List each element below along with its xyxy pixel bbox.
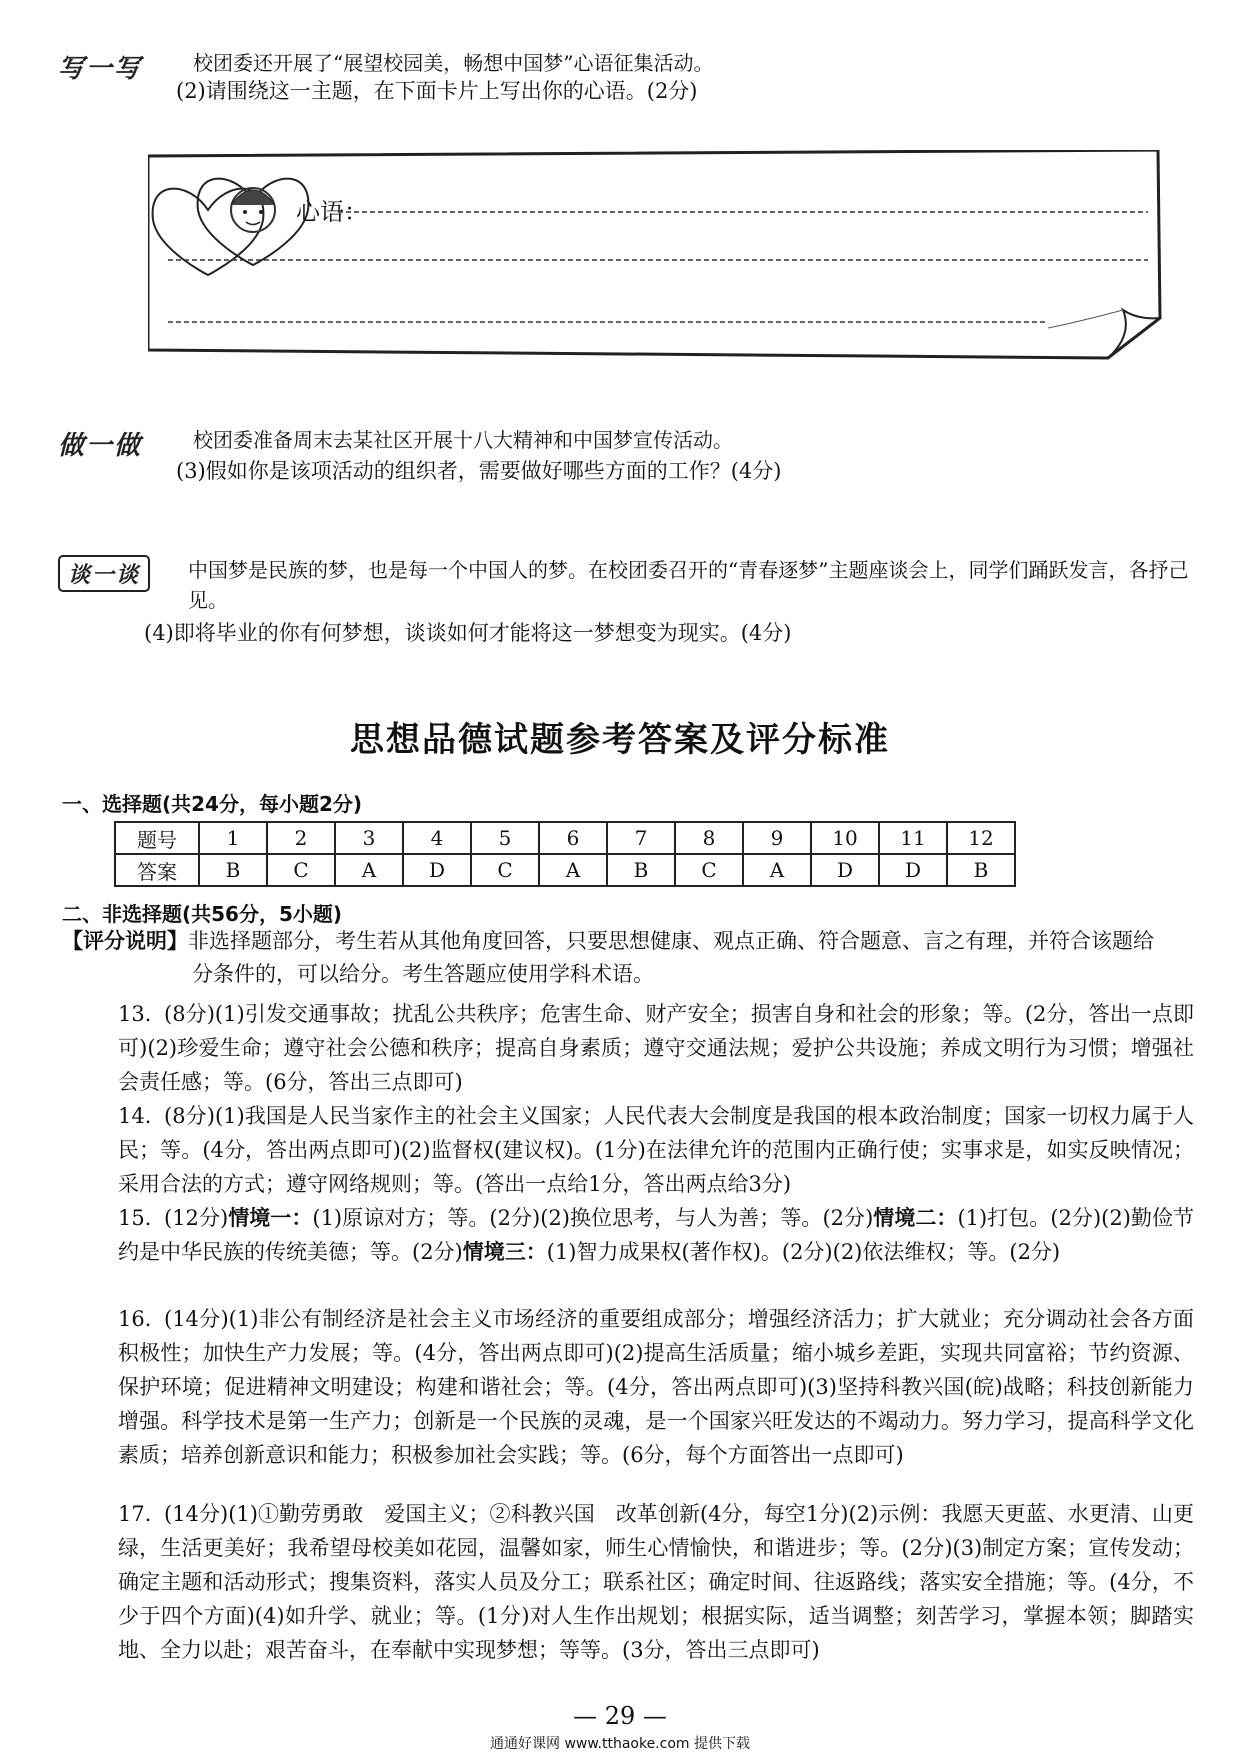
do-badge: 做一做 xyxy=(58,431,143,461)
write-question: (2)请围绕这一主题，在下面卡片上写出你的心语。(2分) xyxy=(176,79,698,103)
table-cell: 6 xyxy=(539,822,607,854)
table-row xyxy=(115,854,1015,886)
scenario-1-label: 情境一： xyxy=(228,1206,313,1230)
footer-text: 通通好课网 www.tthaoke.com 提供下载 xyxy=(490,1736,750,1752)
scenario-3-label: 情境三： xyxy=(462,1240,547,1264)
scoring-note-text: 非选择题部分，考生若从其他角度回答，只要思想健康、观点正确、符合题意、言之有理，并符合该题给 xyxy=(188,929,1154,953)
card-label: 心语： xyxy=(296,198,368,226)
table-cell: 11 xyxy=(879,822,947,854)
item-part: (1)打包。(2分)(2)勤俭节约是中华民族的传统美德；等。(2分) xyxy=(118,1206,1195,1264)
table-cell: A xyxy=(539,854,607,886)
table-cell: 9 xyxy=(743,822,811,854)
item-text: (14分)(1)①勤劳勇敢 爱国主义；②科教兴国 改革创新(4分，每空1分)(2)示例：我愿天更蓝、水更清、山更绿，生活更美好；我希望母校美如花园，温馨如家，师生心情愉快，和谐进步；等。(2分)(3)制定方案；宣传发动；确定主题和活动形式；搜集资料，落实人员及分工；联系社区；确定时间、往返路线；落实安全措施；等。(4分，不少于四个方面)(4)如升学、就业；等。(1分)对人生作出规划；根据实际，适当调整；刻苦学习，掌握本领；脚踏实地、全力以赴；艰苦奋斗，在奉献中实现梦想；等等。(3分，答出三点即可) xyxy=(118,1502,1194,1662)
table-cell: B xyxy=(199,854,267,886)
table-cell: C xyxy=(675,854,743,886)
table-cell: 12 xyxy=(947,822,1015,854)
answer-item-16 xyxy=(118,1302,1194,1472)
item-number: 14. xyxy=(118,1104,152,1128)
scoring-note-label: 【评分说明】 xyxy=(62,929,188,953)
table-cell: 8 xyxy=(675,822,743,854)
heart-message-card xyxy=(148,150,1168,380)
talk-intro: 中国梦是民族的梦，也是每一个中国人的梦。在校团委召开的“青春逐梦”主题座谈会上，同学们踊跃发言，各抒己见。 xyxy=(188,558,1189,612)
item-text: (8分)(1)引发交通事故；扰乱公共秩序；危害生命、财产安全；损害自身和社会的形象；等。(2分，答出一点即可)(2)珍爱生命；遵守社会公德和秩序；提高自身素质；遵守交通法规；爱护公共设施；养成文明行为习惯；增强社会责任感；等。(6分，答出三点即可) xyxy=(118,1002,1194,1094)
item-part: (1)智力成果权(著作权)。(2分)(2)依法维权；等。(2分) xyxy=(546,1240,1061,1264)
table-cell: 4 xyxy=(403,822,471,854)
table-cell: B xyxy=(607,854,675,886)
scoring-note-text-2: 分条件的，可以给分。考生答题应使用学科术语。 xyxy=(192,962,654,986)
table-cell: D xyxy=(811,854,879,886)
section-1-heading: 一、选择题(共24分，每小题2分) xyxy=(62,792,363,816)
scoring-note xyxy=(62,925,1212,991)
table-cell: C xyxy=(267,854,335,886)
write-badge: 写一写 xyxy=(58,54,143,84)
table-cell: 10 xyxy=(811,822,879,854)
item-number: 15. xyxy=(118,1206,152,1230)
section-2-heading: 二、非选择题(共56分，5小题) xyxy=(62,902,343,926)
item-number: 16. xyxy=(118,1307,152,1331)
item-text: (8分)(1)我国是人民当家作主的社会主义国家；人民代表大会制度是我国的根本政治制度；国家一切权力属于人民；等。(4分，答出两点即可)(2)监督权(建议权)。(1分)在法律允许的范围内正确行使；实事求是，如实反映情况；采用合法的方式；遵守网络规则；等。(答出一点给1分，答出两点给3分) xyxy=(118,1104,1194,1196)
table-cell: C xyxy=(471,854,539,886)
table-cell: 1 xyxy=(199,822,267,854)
table-cell: 5 xyxy=(471,822,539,854)
card-frame xyxy=(148,150,1168,380)
table-cell: A xyxy=(335,854,403,886)
item-number: 13. xyxy=(118,1002,152,1026)
write-intro: 校团委还开展了“展望校园美，畅想中国梦”心语征集活动。 xyxy=(193,51,714,75)
item-part: (12分) xyxy=(164,1206,229,1230)
answer-title: 思想品德试题参考答案及评分标准 xyxy=(350,720,890,760)
table-cell: D xyxy=(879,854,947,886)
do-question: (3)假如你是该项活动的组织者，需要做好哪些方面的工作？(4分) xyxy=(176,459,782,483)
answer-item-13 xyxy=(118,997,1194,1099)
item-part: (1)原谅对方；等。(2分)(2)换位思考，与人为善；等。(2分) xyxy=(312,1206,874,1230)
table-cell: 3 xyxy=(335,822,403,854)
table-cell: A xyxy=(743,854,811,886)
answer-item-15 xyxy=(118,1201,1194,1269)
item-text xyxy=(118,1201,1194,1269)
table-row-label: 答案 xyxy=(115,854,199,886)
table-cell: B xyxy=(947,854,1015,886)
page-number: — 29 — xyxy=(573,1702,667,1730)
table-cell: D xyxy=(403,854,471,886)
table-cell: 7 xyxy=(607,822,675,854)
do-intro: 校团委准备周末去某社区开展十八大精神和中国梦宣传活动。 xyxy=(193,428,733,452)
scenario-2-label: 情境二： xyxy=(873,1206,958,1230)
item-number: 17. xyxy=(118,1502,152,1526)
answer-table xyxy=(114,821,1016,887)
table-row-label: 题号 xyxy=(115,822,199,854)
answer-item-14 xyxy=(118,1099,1194,1201)
item-text: (14分)(1)非公有制经济是社会主义市场经济的重要组成部分；增强经济活力；扩大就业；充分调动社会各方面积极性；加快生产力发展；等。(4分，答出两点即可)(2)提高生活质量；缩小城乡差距，实现共同富裕；节约资源、保护环境；促进精神文明建设；构建和谐社会；等。(4分，答出两点即可)(3)坚持科教兴国(皖)战略；科技创新能力增强。科学技术是第一生产力；创新是一个民族的灵魂，是一个国家兴旺发达的不竭动力。努力学习，提高科学文化素质；培养创新意识和能力；积极参加社会实践；等。(6分，每个方面答出一点即可) xyxy=(118,1307,1194,1467)
talk-question: (4)即将毕业的你有何梦想，谈谈如何才能将这一梦想变为现实。(4分) xyxy=(144,621,792,645)
talk-badge: 谈一谈 xyxy=(58,555,150,592)
table-cell: 2 xyxy=(267,822,335,854)
answer-item-17 xyxy=(118,1497,1194,1667)
table-row xyxy=(115,822,1015,854)
